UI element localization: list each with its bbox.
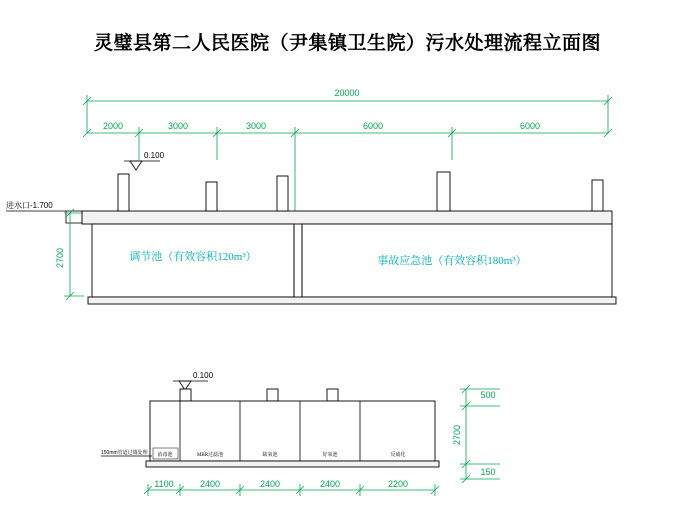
lower-seg-dim-3: 2400 <box>319 479 341 489</box>
lower-seg-dim-1: 2400 <box>199 479 221 489</box>
upper-inlet-label-group <box>6 200 82 223</box>
lower-room-label-3: 好氧池 <box>322 453 338 458</box>
lower-room-label-2: 缺氧池 <box>262 453 278 458</box>
upper-structure <box>82 172 616 304</box>
upper-segment-dimensions <box>83 121 612 218</box>
lower-seg-dim-2: 2400 <box>259 479 281 489</box>
lower-room-label-4: 反硝化 <box>390 453 406 458</box>
upper-seg-dim-1: 3000 <box>167 121 189 131</box>
lower-room-label-0: 消毒池 <box>157 453 173 458</box>
lower-seg-dim-0: 1100 <box>154 479 174 489</box>
lower-right-dim-1: 2700 <box>452 424 462 446</box>
upper-seg-dim-2: 3000 <box>245 121 267 131</box>
upper-height-dim-label: 2700 <box>55 247 65 269</box>
upper-seg-dim-3: 6000 <box>362 121 384 131</box>
upper-inlet-label: 进水口-1.700 <box>6 201 53 210</box>
upper-overall-dim-label: 20000 <box>334 88 360 98</box>
upper-seg-dim-0: 2000 <box>102 121 124 131</box>
lower-right-dimensions <box>452 385 500 483</box>
page-title: 灵璧县第二人民医院（尹集镇卫生院）污水处理流程立面图 <box>93 33 601 54</box>
lower-right-dim-2: 150 <box>480 467 496 477</box>
lower-elevation-marker <box>173 371 214 390</box>
upper-tank-label-1: 事故应急池（有效容积180m³） <box>377 255 527 267</box>
upper-elevation-marker <box>124 151 165 170</box>
lower-pipe-note: 150mm管道过墙处理 <box>101 450 148 456</box>
lower-room-label-1: MBR过滤池 <box>196 453 224 458</box>
upper-tank-label-0: 调节池（有效容积120m³） <box>129 251 257 263</box>
lower-elevation-label: 0.100 <box>193 371 214 380</box>
lower-segment-dimensions <box>144 479 439 496</box>
upper-elevation-label: 0.100 <box>144 151 165 160</box>
upper-seg-dim-4: 6000 <box>519 121 541 131</box>
lower-right-dim-0: 500 <box>480 390 496 400</box>
lower-seg-dim-4: 2200 <box>387 479 409 489</box>
